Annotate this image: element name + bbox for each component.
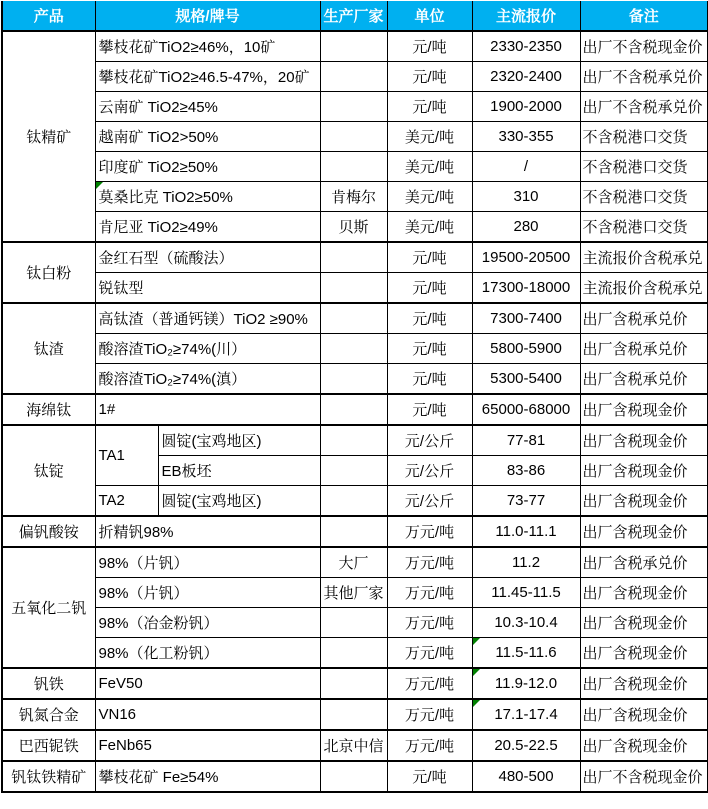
unit-cell: 元/吨 [387, 31, 472, 62]
product-cell: 钛白粉 [2, 242, 95, 303]
price-cell: 280 [472, 212, 580, 243]
price-cell: 10.3-10.4 [472, 608, 580, 638]
price-cell: 73-77 [472, 486, 580, 517]
header-spec: 规格/牌号 [95, 1, 320, 31]
price-cell: 2330-2350 [472, 31, 580, 62]
spec-cell: 折精钒98% [95, 516, 320, 547]
price-cell: 5300-5400 [472, 364, 580, 395]
price-cell: 11.2 [472, 547, 580, 578]
spec-cell [95, 182, 320, 212]
spec-cell: 攀枝花矿TiO2≥46%，10矿 [95, 31, 320, 62]
table-row [2, 578, 708, 608]
table-row [2, 182, 708, 212]
note-cell: 出厂含税现金价 [580, 394, 708, 425]
header-maker: 生产厂家 [320, 1, 387, 31]
table-row [2, 273, 708, 304]
unit-cell: 美元/吨 [387, 152, 472, 182]
maker-cell [320, 152, 387, 182]
product-cell: 钛锭 [2, 425, 95, 516]
note-cell: 出厂含税现金价 [580, 486, 708, 517]
maker-cell: 贝斯 [320, 212, 387, 243]
product-cell: 钒钛铁精矿 [2, 761, 95, 792]
price-cell: 11.45-11.5 [472, 578, 580, 608]
maker-cell [320, 486, 387, 517]
header-note: 备注 [580, 1, 708, 31]
note-cell: 出厂含税现金价 [580, 730, 708, 761]
unit-cell: 万元/吨 [387, 578, 472, 608]
price-cell: 480-500 [472, 761, 580, 792]
maker-cell [320, 242, 387, 273]
note-cell: 出厂含税现金价 [580, 638, 708, 669]
note-cell: 出厂含税现金价 [580, 699, 708, 730]
table-row [2, 394, 708, 425]
product-cell: 海绵钛 [2, 394, 95, 425]
note-cell: 不含税港口交货 [580, 182, 708, 212]
note-cell: 不含税港口交货 [580, 152, 708, 182]
price-cell: 5800-5900 [472, 334, 580, 364]
price-cell: 310 [472, 182, 580, 212]
comment-marker-icon [473, 638, 480, 645]
price-cell: 20.5-22.5 [472, 730, 580, 761]
header-unit: 单位 [387, 1, 472, 31]
spec-cell: 酸溶渣TiO₂≥74%(滇） [95, 364, 320, 395]
product-cell: 五氧化二钒 [2, 547, 95, 668]
maker-cell: 大厂 [320, 547, 387, 578]
table-row [2, 516, 708, 547]
table-row [2, 152, 708, 182]
maker-cell [320, 668, 387, 699]
comment-marker-icon [473, 700, 480, 707]
maker-cell [320, 699, 387, 730]
price-cell: 7300-7400 [472, 303, 580, 334]
maker-cell [320, 31, 387, 62]
price-text: 17.1-17.4 [494, 706, 558, 723]
spec-cell: VN16 [95, 699, 320, 730]
product-cell: 钛精矿 [2, 31, 95, 242]
spec-detail-cell: EB板坯 [158, 456, 320, 486]
price-cell: 2320-2400 [472, 62, 580, 92]
unit-cell: 万元/吨 [387, 547, 472, 578]
spec-cell: 攀枝花矿 Fe≥54% [95, 761, 320, 792]
unit-cell: 元/吨 [387, 242, 472, 273]
unit-cell: 元/公斤 [387, 456, 472, 486]
maker-cell [320, 425, 387, 456]
note-cell: 出厂不含税现金价 [580, 761, 708, 792]
maker-cell: 北京中信 [320, 730, 387, 761]
price-cell: 77-81 [472, 425, 580, 456]
header-product: 产品 [2, 1, 95, 31]
unit-cell: 元/吨 [387, 303, 472, 334]
spec-detail-cell: 圆锭(宝鸡地区) [158, 486, 320, 517]
unit-cell: 万元/吨 [387, 516, 472, 547]
product-cell: 巴西铌铁 [2, 730, 95, 761]
note-cell: 出厂不含税现金价 [580, 31, 708, 62]
unit-cell: 元/吨 [387, 334, 472, 364]
unit-cell: 元/公斤 [387, 425, 472, 456]
table-row [2, 62, 708, 92]
comment-marker-icon [473, 669, 480, 676]
price-table [1, 1, 708, 793]
table-row [2, 608, 708, 638]
unit-cell: 元/吨 [387, 394, 472, 425]
unit-cell: 万元/吨 [387, 638, 472, 669]
spec-cell: 印度矿 TiO2≥50% [95, 152, 320, 182]
grade-cell: TA2 [95, 486, 158, 517]
comment-marker-icon [96, 182, 103, 189]
spec-cell: 98%（片钒） [95, 578, 320, 608]
unit-cell: 美元/吨 [387, 122, 472, 152]
spec-cell: 越南矿 TiO2>50% [95, 122, 320, 152]
spec-cell: 98%（冶金粉钒） [95, 608, 320, 638]
price-cell: 65000-68000 [472, 394, 580, 425]
spec-cell: 酸溶渣TiO₂≥74%(川） [95, 334, 320, 364]
price-cell: 19500-20500 [472, 242, 580, 273]
note-cell: 出厂含税现金价 [580, 578, 708, 608]
price-cell [472, 699, 580, 730]
table-row [2, 92, 708, 122]
note-cell: 不含税港口交货 [580, 212, 708, 243]
maker-cell [320, 303, 387, 334]
table-row [2, 31, 708, 62]
spec-cell: 98%（化工粉钒） [95, 638, 320, 669]
note-cell: 出厂含税承兑价 [580, 364, 708, 395]
table-row [2, 486, 708, 517]
product-cell: 钒氮合金 [2, 699, 95, 730]
unit-cell: 元/吨 [387, 761, 472, 792]
price-text: 11.9-12.0 [494, 675, 558, 692]
product-cell: 钛渣 [2, 303, 95, 394]
spec-cell: FeV50 [95, 668, 320, 699]
maker-cell [320, 273, 387, 304]
spec-detail-cell: 圆锭(宝鸡地区) [158, 425, 320, 456]
price-cell: 330-355 [472, 122, 580, 152]
table-row [2, 730, 708, 761]
note-cell: 出厂含税现金价 [580, 456, 708, 486]
price-cell [472, 668, 580, 699]
unit-cell: 元/公斤 [387, 486, 472, 517]
note-cell: 出厂不含税承兑价 [580, 92, 708, 122]
note-cell: 出厂含税承兑价 [580, 334, 708, 364]
maker-cell [320, 122, 387, 152]
table-row [2, 761, 708, 792]
maker-cell [320, 761, 387, 792]
unit-cell: 元/吨 [387, 62, 472, 92]
table-row [2, 425, 708, 456]
note-cell: 出厂含税承兑价 [580, 303, 708, 334]
spec-cell: 98%（片钒） [95, 547, 320, 578]
unit-cell: 万元/吨 [387, 699, 472, 730]
price-cell: / [472, 152, 580, 182]
table-row [2, 668, 708, 699]
maker-cell [320, 394, 387, 425]
unit-cell: 元/吨 [387, 273, 472, 304]
price-cell [472, 638, 580, 669]
header-price: 主流报价 [472, 1, 580, 31]
spec-cell: 攀枝花矿TiO2≥46.5-47%，20矿 [95, 62, 320, 92]
spec-text: 莫桑比克 TiO2≥50% [98, 189, 233, 206]
table-row [2, 638, 708, 669]
unit-cell: 万元/吨 [387, 668, 472, 699]
table-row [2, 242, 708, 273]
spec-cell: 锐钛型 [95, 273, 320, 304]
maker-cell [320, 638, 387, 669]
spec-cell: 高钛渣（普通钙镁）TiO2 ≥90% [95, 303, 320, 334]
spec-cell: 肯尼亚 TiO2≥49% [95, 212, 320, 243]
product-cell: 偏钒酸铵 [2, 516, 95, 547]
maker-cell: 其他厂家 [320, 578, 387, 608]
unit-cell: 万元/吨 [387, 730, 472, 761]
unit-cell: 美元/吨 [387, 212, 472, 243]
maker-cell [320, 364, 387, 395]
maker-cell [320, 92, 387, 122]
grade-cell: TA1 [95, 425, 158, 486]
note-cell: 出厂含税现金价 [580, 608, 708, 638]
note-cell: 出厂含税现金价 [580, 668, 708, 699]
price-cell: 11.0-11.1 [472, 516, 580, 547]
header-row [2, 1, 708, 31]
table-row [2, 212, 708, 243]
note-cell: 出厂含税现金价 [580, 516, 708, 547]
note-cell: 出厂含税承兑价 [580, 547, 708, 578]
table-row [2, 122, 708, 152]
maker-cell: 肯梅尔 [320, 182, 387, 212]
table-row [2, 699, 708, 730]
maker-cell [320, 62, 387, 92]
unit-cell: 元/吨 [387, 92, 472, 122]
price-cell: 1900-2000 [472, 92, 580, 122]
spec-cell: 云南矿 TiO2≥45% [95, 92, 320, 122]
note-cell: 主流报价含税承兑 [580, 242, 708, 273]
maker-cell [320, 456, 387, 486]
unit-cell: 万元/吨 [387, 608, 472, 638]
table-row [2, 303, 708, 334]
maker-cell [320, 516, 387, 547]
note-cell: 出厂不含税承兑价 [580, 62, 708, 92]
maker-cell [320, 608, 387, 638]
product-cell: 钒铁 [2, 668, 95, 699]
spec-cell: 金红石型（硫酸法） [95, 242, 320, 273]
price-cell: 83-86 [472, 456, 580, 486]
spec-cell: FeNb65 [95, 730, 320, 761]
maker-cell [320, 334, 387, 364]
price-cell: 17300-18000 [472, 273, 580, 304]
note-cell: 不含税港口交货 [580, 122, 708, 152]
spec-cell: 1# [95, 394, 320, 425]
note-cell: 主流报价含税承兑 [580, 273, 708, 304]
unit-cell: 元/吨 [387, 364, 472, 395]
note-cell: 出厂含税现金价 [580, 425, 708, 456]
table-row [2, 334, 708, 364]
unit-cell: 美元/吨 [387, 182, 472, 212]
price-text: 11.5-11.6 [495, 644, 557, 661]
table-row [2, 364, 708, 395]
table-row [2, 547, 708, 578]
